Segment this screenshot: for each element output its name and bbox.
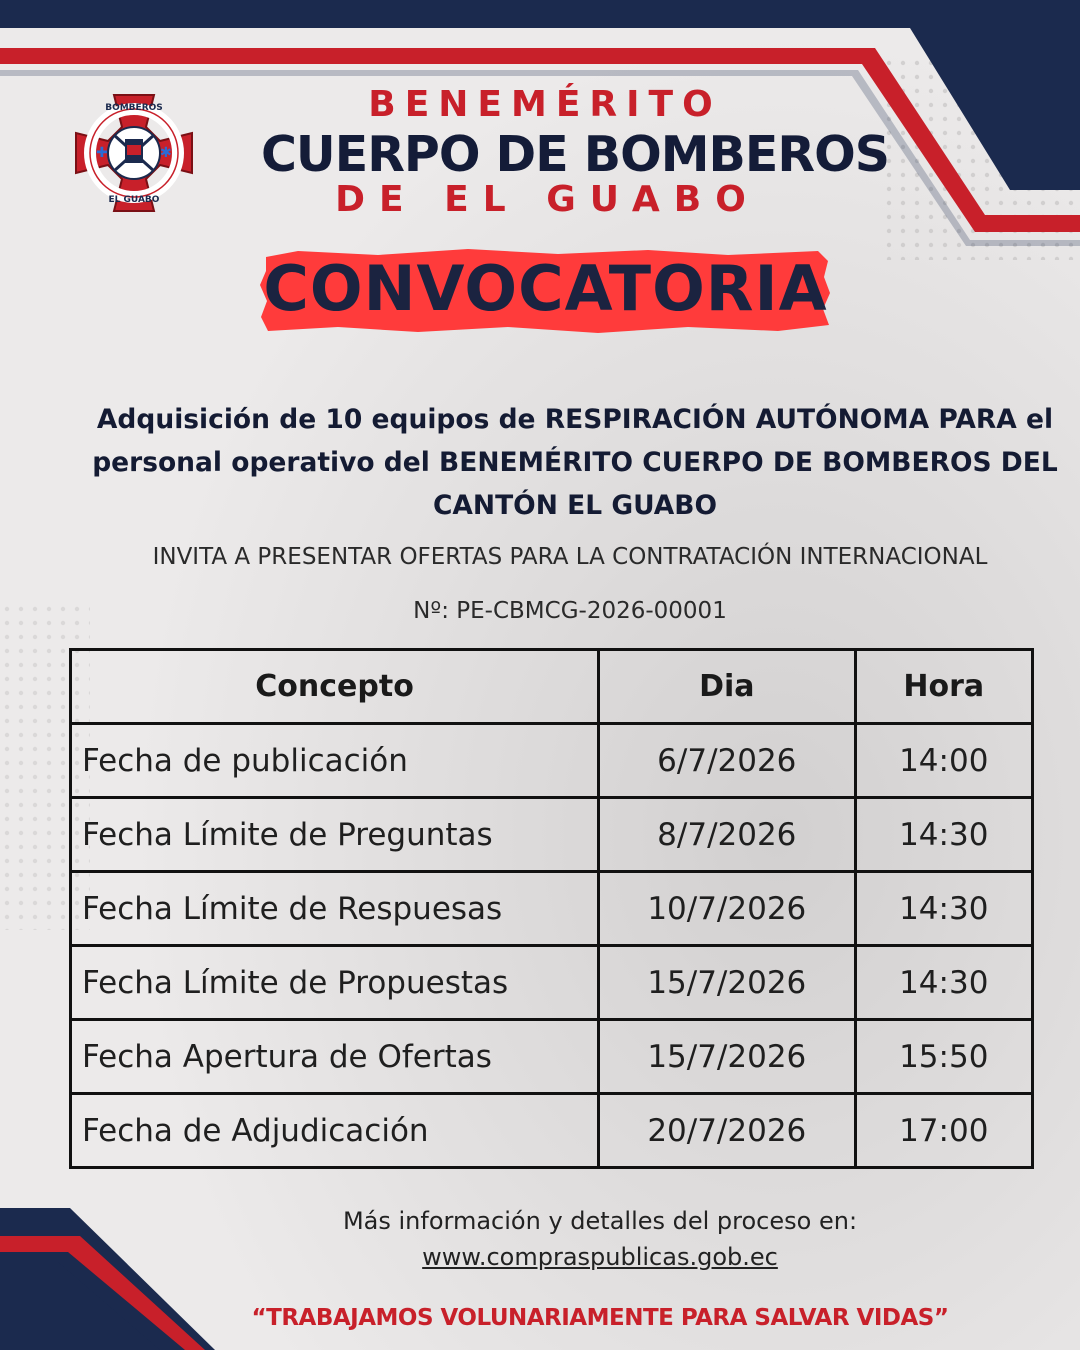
website-link[interactable]: www.compraspublicas.gob.ec [422, 1243, 778, 1271]
time-cell: 14:30 [855, 946, 1033, 1020]
concept-cell: Fecha de Adjudicación [71, 1094, 599, 1168]
day-cell: 15/7/2026 [599, 1020, 855, 1094]
svg-text:✚: ✚ [96, 145, 108, 161]
concept-cell: Fecha de publicación [71, 724, 599, 798]
more-info-text: Más información y detalles del proceso en: [342, 1207, 858, 1235]
concept-cell: Fecha Apertura de Ofertas [71, 1020, 599, 1094]
motto-text: “TRABAJAMOS VOLUNARIAMENTE PARA SALVAR VIDAS” [251, 1305, 949, 1331]
procurement-description: Adquisición de 10 equipos de RESPIRACIÓN AUTÓNOMA PARA el personal operativo del BENEMÉRITO CUERPO DE BOMBEROS DEL CANTÓN EL GUABO [92, 404, 1058, 521]
table-row [71, 798, 1033, 872]
column-header-dia: Dia [599, 650, 855, 724]
svg-text:✱: ✱ [160, 145, 172, 161]
invitation-text: INVITA A PRESENTAR OFERTAS PARA LA CONTRATACIÓN INTERNACIONAL [152, 544, 988, 570]
table-row [71, 872, 1033, 946]
concept-cell: Fecha Límite de Respuesas [71, 872, 599, 946]
time-cell: 15:50 [855, 1020, 1033, 1094]
column-header-hora: Hora [855, 650, 1033, 724]
column-header-concepto: Concepto [71, 650, 599, 724]
time-cell: 14:00 [855, 724, 1033, 798]
header-benemerito: BENEMÉRITO [368, 84, 722, 125]
table-header-row [71, 650, 1033, 724]
table-row [71, 946, 1033, 1020]
header-cuerpo-de-bomberos: CUERPO DE BOMBEROS [260, 126, 890, 183]
time-cell: 17:00 [855, 1094, 1033, 1168]
day-cell: 20/7/2026 [599, 1094, 855, 1168]
day-cell: 15/7/2026 [599, 946, 855, 1020]
table-row [71, 1094, 1033, 1168]
process-number: Nº: PE-CBMCG-2026-00001 [413, 598, 727, 624]
concept-cell: Fecha Límite de Preguntas [71, 798, 599, 872]
day-cell: 6/7/2026 [599, 724, 855, 798]
page-title-convocatoria: CONVOCATORIA [263, 252, 828, 325]
schedule-table [69, 648, 1034, 1169]
header-de-el-guabo: DE EL GUABO [335, 179, 760, 220]
time-cell: 14:30 [855, 798, 1033, 872]
svg-text:EL GUABO: EL GUABO [108, 195, 160, 205]
table-row [71, 724, 1033, 798]
day-cell: 8/7/2026 [599, 798, 855, 872]
day-cell: 10/7/2026 [599, 872, 855, 946]
table-row [71, 1020, 1033, 1094]
svg-text:BOMBEROS: BOMBEROS [105, 103, 163, 113]
concept-cell: Fecha Límite de Propuestas [71, 946, 599, 1020]
time-cell: 14:30 [855, 872, 1033, 946]
